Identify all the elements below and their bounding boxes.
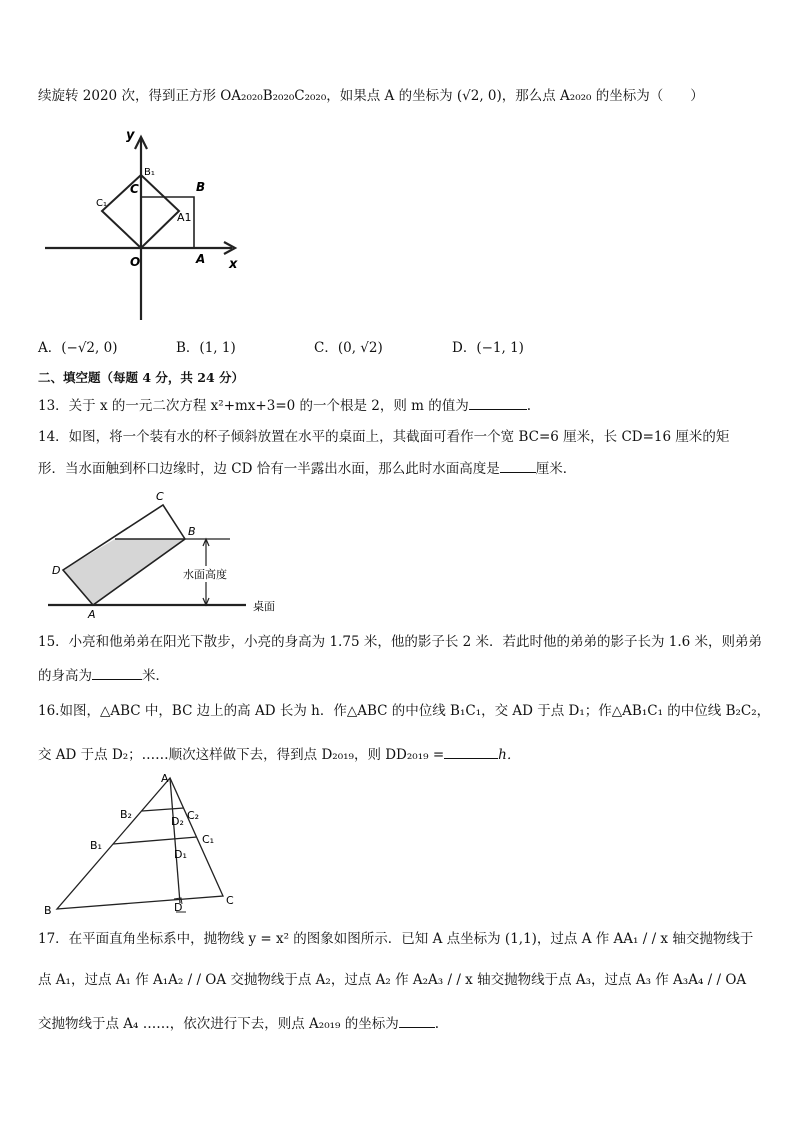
label-d1: D₁: [174, 848, 187, 861]
midline-b2c2: [142, 808, 184, 811]
label-o: O: [130, 255, 141, 269]
label-c: C: [226, 894, 234, 907]
water-region: [63, 539, 185, 605]
q14-line2: 形．当水面触到杯口边缘时，边 CD 恰有一半露出水面，那么此时水面高度是 厘米．: [38, 458, 576, 479]
label-a: A: [88, 608, 96, 621]
q15-line2: 的身高为 米．: [38, 665, 169, 686]
label-x: x: [229, 257, 238, 272]
q16-blank[interactable]: [444, 744, 498, 759]
label-d: D: [52, 564, 61, 577]
label-d2: D₂: [171, 815, 184, 828]
label-a: A: [196, 252, 206, 266]
q13-line: 13．关于 x 的一元二次方程 x²+mx+3=0 的一个根是 2，则 m 的值为 .: [38, 395, 531, 416]
label-b: B: [188, 525, 196, 538]
label-b: B: [44, 904, 52, 917]
label-b2: B₂: [120, 808, 132, 821]
label-y: y: [126, 128, 135, 143]
label-c: C: [156, 490, 164, 503]
label-c: C: [130, 182, 139, 196]
q14-line1: 14．如图，将一个装有水的杯子倾斜放置在水平的桌面上，其截面可看作一个宽 BC=6 厘米，长 CD=16 厘米的矩: [38, 429, 730, 445]
option-d[interactable]: D．(−1, 1): [452, 340, 524, 356]
label-b1: B₁: [144, 167, 155, 178]
label-d: D: [174, 901, 183, 914]
q14-figure: [48, 488, 308, 621]
q12-figure: [40, 125, 280, 325]
option-c[interactable]: C．(0, √2): [314, 340, 383, 356]
label-water-height: 水面高度: [183, 568, 227, 581]
triangle-abc: [57, 778, 223, 909]
q15-blank[interactable]: [92, 665, 142, 680]
label-b1: B₁: [90, 839, 102, 852]
q15-line1: 15．小亮和他弟弟在阳光下散步，小亮的身高为 1.75 米，他的影子长 2 米．若此时他的弟弟的影子长为 1.6 米，则弟弟: [38, 634, 763, 650]
q16-line1: 16.如图，△ABC 中，BC 边上的高 AD 长为 h．作△ABC 的中位线 B₁C₁，交 AD 于点 D₁；作△AB₁C₁ 的中位线 B₂C₂，: [38, 703, 771, 719]
q16-figure: [40, 770, 250, 920]
label-a: A: [161, 772, 169, 785]
label-b: B: [196, 180, 206, 194]
midline-b1c1: [113, 837, 197, 844]
q17-line1: 17．在平面直角坐标系中，抛物线 y = x² 的图象如图所示．已知 A 点坐标为 (1,1)，过点 A 作 AA₁ / / x 轴交抛物线于: [38, 931, 754, 947]
q14-blank[interactable]: [500, 458, 536, 473]
q16-line2: 交 AD 于点 D₂；……顺次这样做下去，得到点 D₂₀₁₉，则 DD₂₀₁₉ = h．: [38, 744, 520, 765]
q17-line2: 点 A₁，过点 A₁ 作 A₁A₂ / / OA 交抛物线于点 A₂，过点 A₂ 作 A₂A₃ / / x 轴交抛物线于点 A₃，过点 A₃ 作 A₃A₄ / / OA: [38, 972, 747, 988]
label-table: 桌面: [253, 600, 275, 613]
option-b[interactable]: B．(1, 1): [176, 340, 236, 356]
label-a1: A1: [177, 211, 192, 224]
q12-line: 续旋转 2020 次，得到正方形 OA₂₀₂₀B₂₀₂₀C₂₀₂₀，如果点 A 的坐标为 (√2, 0)，那么点 A₂₀₂₀ 的坐标为（ ）: [38, 88, 704, 104]
label-c2: C₂: [187, 809, 200, 822]
section-title: 二、填空题（每题 4 分，共 24 分）: [38, 370, 245, 385]
label-c1: C₁: [202, 833, 215, 846]
q17-blank[interactable]: [399, 1013, 435, 1028]
q13-blank[interactable]: [469, 395, 527, 410]
option-a[interactable]: A．(−√2, 0): [38, 340, 118, 356]
q17-line3: 交抛物线于点 A₄ ……，依次进行下去，则点 A₂₀₁₉ 的坐标为 .: [38, 1013, 439, 1034]
label-c1: C₁: [96, 198, 107, 209]
